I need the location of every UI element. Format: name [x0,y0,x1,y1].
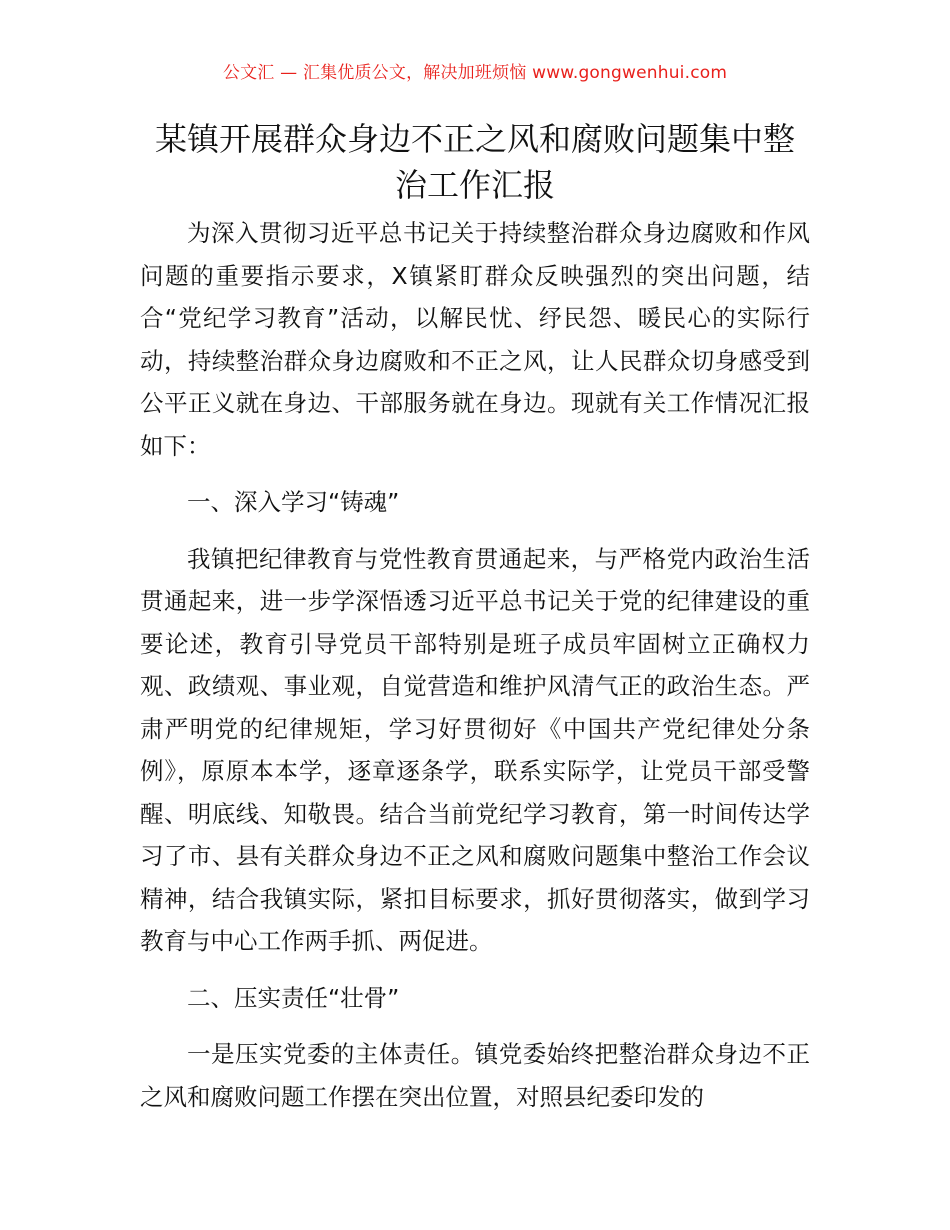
header-banner[interactable]: 公文汇 — 汇集优质公文，解决加班烦恼 www.gongwenhui.com [222,63,728,83]
section-heading-2: 二、压实责任“壮骨” [187,983,400,1012]
document-title: 某镇开展群众身边不正之风和腐败问题集中整治工作汇报 [154,120,795,204]
section-heading-1: 一、深入学习“铸魂” [187,488,400,516]
section-2-paragraph: 一是压实党委的主体责任。镇党委始终把整治群众身边不正之风和腐败问题工作摆在突出位置，对照县纪委印发的 [140,1040,810,1111]
intro-paragraph: 为深入贯彻习近平总书记关于持续整治群众身边腐败和作风问题的重要指示要求，X镇紧盯群众反映强烈的突出问题，结合“党纪学习教育”活动，以解民忧、纾民怨、暖民心的实际行动，持续整治群众身边腐败和不正之风，让人民群众切身感受到公平正义就在身边、干部服务就在身边。现就有关工作情况汇报如下： [140,219,810,460]
section-1-paragraph: 我镇把纪律教育与党性教育贯通起来，与严格党内政治生活贯通起来，进一步学深悟透习近平总书记关于党的纪律建设的重要论述，教育引导党员干部特别是班子成员牢固树立正确权力观、政绩观、事业观，自觉营造和维护风清气正的政治生态。严肃严明党的纪律规矩，学习好贯彻好《中国共产党纪律处分条例》，原原本本学，逐章逐条学，联系实际学，让党员干部受警醒、明底线、知敬畏。结合当前党纪学习教育，第一时间传达学习了市、县有关群众身边不正之风和腐败问题集中整治工作会议精神，结合我镇实际，紧扣目标要求，抓好贯彻落实，做到学习教育与中心工作两手抓、两促进。 [140,544,810,955]
document-body [140,212,810,1118]
